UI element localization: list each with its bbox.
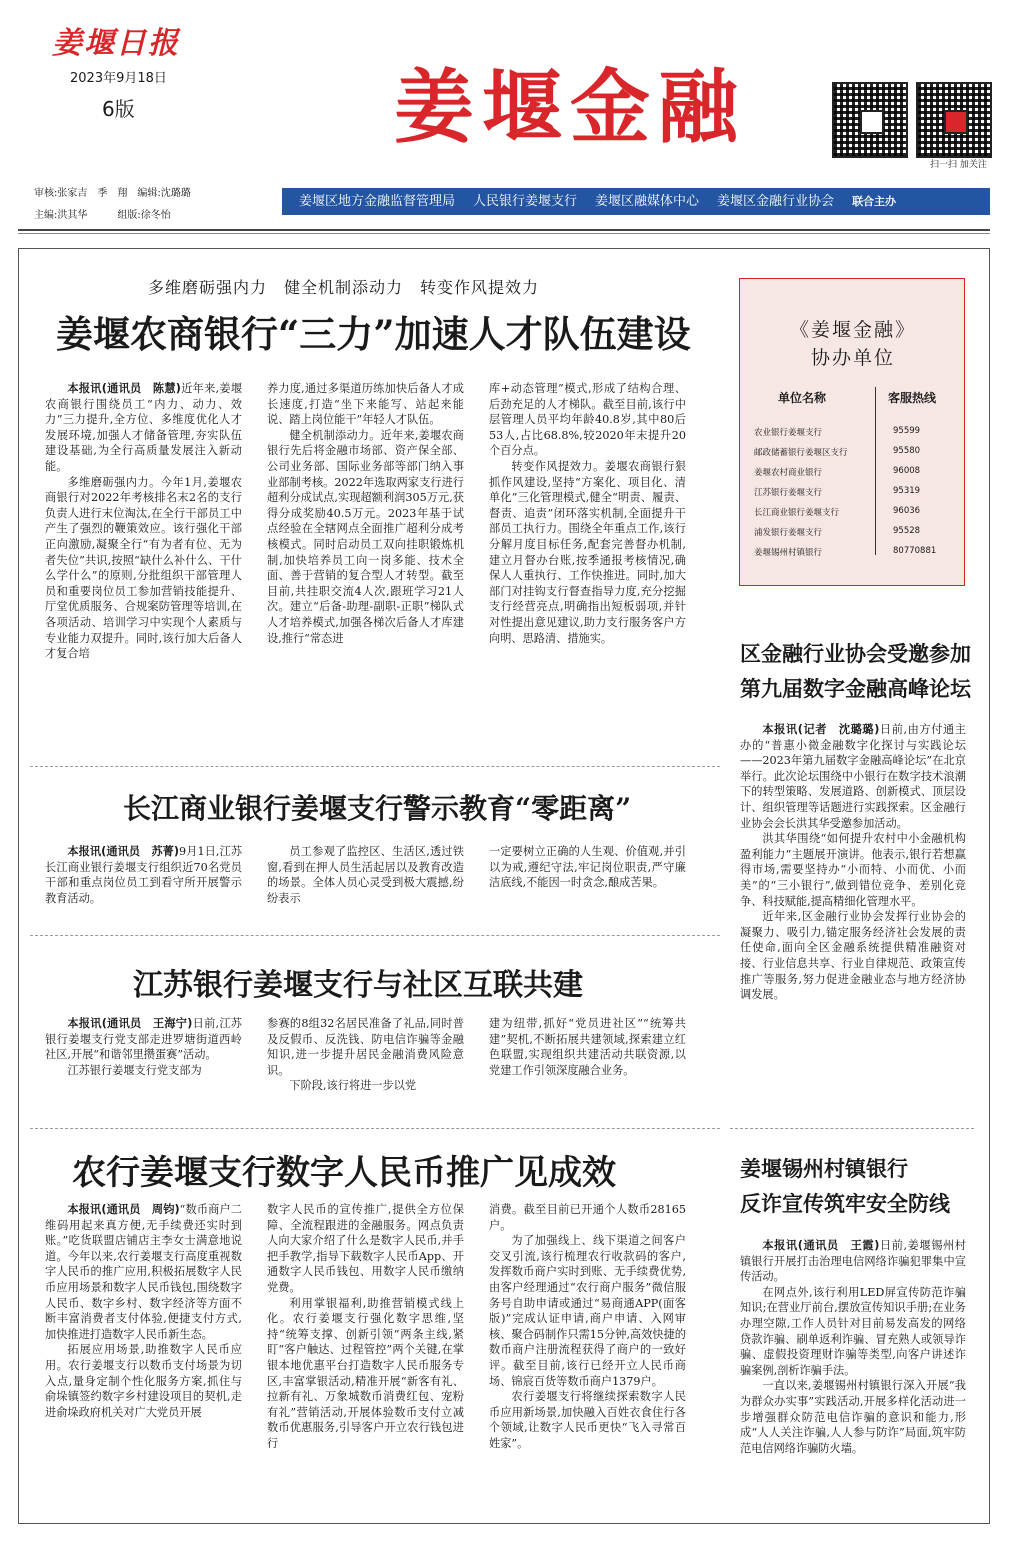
article-title: 农行姜堰支行数字人民币推广见成效 bbox=[72, 1153, 616, 1193]
article-column: 养力度,通过多渠道历练加快后备人才成长速度,打造“坐下来能写、站起来能说、踏上岗位能干”年轻人才队伍。 健全机制添动力。近年来,姜堰农商银行先后将金融市场部、资产保全部、公司业务部、国际业务部等部门纳入事业部制考核。2022年选取两家支行进行超利分成试点,实现超额利润305万元,获得分成奖励40.5万元。2023年基于试点经验在全辖网点全面推广超利分成考核模式。同时启动员工双向挂职锻炼机制,加快培养员工向一岗多能、技术全面、善于营销的复合型人才转型。截至目前,共挂职交流4人次,跟班学习21人次。建立“后备-助理-副职-正职”梯队式人才培养模式,加强各梯次后备人才库建设,推行“常态进 bbox=[267, 382, 464, 645]
article-byline: 本报讯(通讯员 苏菁) bbox=[67, 845, 180, 858]
host-item: 姜堰区地方金融监督管理局 bbox=[299, 194, 456, 209]
host-bar bbox=[282, 188, 990, 215]
org-name: 江苏银行姜堰支行 bbox=[754, 488, 823, 498]
article-title: 姜堰农商银行“三力”加速人才队伍建设 bbox=[56, 312, 691, 356]
editor-credits: 审核:张家吉 季 翔 编辑:沈璐璐 bbox=[34, 188, 191, 199]
org-name: 姜堰锡州村镇银行 bbox=[754, 548, 823, 558]
editor-credits: 主编:洪其华 组版:徐冬怡 bbox=[34, 210, 171, 221]
org-name: 姜堰农村商业银行 bbox=[754, 468, 823, 478]
section-title: 姜堰金融 bbox=[394, 61, 746, 154]
side-article-title: 区金融行业协会受邀参加 bbox=[740, 642, 971, 666]
article-byline: 本报讯(通讯员 陈慧) bbox=[67, 382, 181, 395]
org-name: 邮政储蓄银行姜堰区支行 bbox=[754, 448, 848, 458]
side-article-title: 反诈宣传筑牢安全防线 bbox=[740, 1192, 950, 1216]
org-phone: 80770881 bbox=[893, 546, 937, 556]
article-column: 库+动态管理”模式,形成了结构合理、后劲充足的人才梯队。截至目前,该行中层管理人员平均年龄40.8岁,其中80后53人,占比68.8%,较2020年末提升20个百分点。 转变作风提效力。姜堰农商银行狠抓作风建设,坚持“方案化、项目化、清单化”三化管理模式,健全“明责、履责、督责、追责”闭环落实机制,全面提升干部员工执行力。围绕全年重点工作,该行分解月度目标任务,配套完善督办机制,建立月督办台账,按季通报考核情况,确保人人重执行、工作快推进。同时,加大部门对挂钩支行督查指导力度,充分挖掘支行经营亮点,明确指出短板弱项,并针对性提出意见建议,助力支行服务客户方向明、思路清、措施实。 bbox=[489, 382, 686, 645]
article-column: 本报讯(通讯员 周钧)“数币商户二维码用起来真方便,无手续费还实时到账。”吃货联盟店铺店主李女士满意地说道。今年以来,农行姜堰支行高度重视数字人民币的推广应用,积极拓展数字人民币应用场景和数字人民币钱包,围绕数字人民币、数字乡村、数字经济等方面不断丰富消费者支付体验,便捷支付方式,加快推进打造数字人民币新生态。 拓展应用场景,助推数字人民币应用。农行姜堰支行以数币支付场景为切入点,量身定制个性化服务方案,抓住与俞垛镇签约数字乡村建设项目的契机,走进俞垛政府机关对广大党员开展 bbox=[45, 1203, 242, 1419]
co-organizer-box bbox=[739, 278, 965, 586]
divider bbox=[730, 1128, 974, 1129]
article-byline: 本报讯(记者 沈璐璐) bbox=[762, 723, 880, 736]
article-byline: 本报讯(通讯员 周钧) bbox=[67, 1203, 180, 1216]
host-item: 人民银行姜堰支行 bbox=[473, 194, 578, 209]
article-column: 本报讯(通讯员 王海宁)日前,江苏银行姜堰支行党支部走进罗塘街道西岭社区,开展“和谐邻里攒蛋赛”活动。 江苏银行姜堰支行党支部为 bbox=[45, 1017, 242, 1077]
article-byline: 本报讯(通讯员 王霞) bbox=[762, 1239, 880, 1252]
divider bbox=[30, 935, 720, 936]
article-title: 江苏银行姜堰支行与社区互联共建 bbox=[133, 968, 583, 1003]
org-name: 农业银行姜堰支行 bbox=[754, 428, 823, 438]
divider bbox=[18, 229, 990, 231]
column-header: 客服热线 bbox=[888, 391, 937, 405]
divider bbox=[30, 1128, 720, 1129]
article-title: 长江商业银行姜堰支行警示教育“零距离” bbox=[123, 792, 632, 825]
article-column: 员工参观了监控区、生活区,透过铁窗,看到在押人员生活起居以及教育改造的场景。全体人员心灵受到极大震撼,纷纷表示 bbox=[267, 845, 464, 905]
host-item: 姜堰区金融行业协会 bbox=[717, 194, 835, 209]
article-column: 一定要树立正确的人生观、价值观,并引以为戒,遵纪守法,牢记岗位职责,严守廉洁底线,不能因一时贪念,酿成苦果。 bbox=[489, 845, 686, 890]
article-column: 建为纽带,抓好“党员进社区”“统筹共建”契机,不断拓展共建领域,探索建立红色联盟,实现组织共建活动共联资源,以党建工作引领深度融合业务。 bbox=[489, 1017, 686, 1077]
divider bbox=[30, 766, 720, 767]
box-divider bbox=[875, 387, 876, 555]
divider bbox=[18, 233, 990, 234]
box-subtitle: 协办单位 bbox=[810, 347, 895, 369]
column-header: 单位名称 bbox=[778, 391, 827, 405]
article-column: 本报讯(通讯员 王霞)日前,姜堰锡州村镇银行开展打击治理电信网络诈骗犯罪集中宣传活动。 在网点外,该行利用LED屏宣传防范诈骗知识;在营业厅前台,摆放宣传知识手册;在业务办理空隙,工作人员针对目前易发高发的网络贷款诈骗、刷单返利诈骗、冒充熟人或领导诈骗、虚假投资理财诈骗等类型,向客户讲述诈骗案例,剖析诈骗手法。 一直以来,姜堰锡州村镇银行深入开展“我为群众办实事”实践活动,开展多样化活动进一步增强群众防范电信诈骗的意识和能力,形成“人人关注诈骗,人人参与防诈”局面,筑牢防范电信网络诈骗防火墙。 bbox=[740, 1239, 966, 1455]
article-column: 本报讯(通讯员 苏菁)9月1日,江苏长江商业银行姜堰支行组织近70名党员干部和重点岗位员工到看守所开展警示教育活动。 bbox=[45, 845, 242, 905]
org-phone: 95319 bbox=[893, 486, 921, 496]
org-phone: 96036 bbox=[893, 506, 921, 516]
side-article-title: 姜堰锡州村镇银行 bbox=[740, 1157, 908, 1181]
org-name: 浦发银行姜堰支行 bbox=[754, 528, 823, 538]
side-article-title: 第九届数字金融高峰论坛 bbox=[740, 677, 971, 701]
org-phone: 95580 bbox=[893, 446, 921, 456]
article-column: 本报讯(记者 沈璐璐)日前,由方付通主办的“普惠小微金融数字化探讨与实践论坛——2023年第九届数字金融高峰论坛”在北京举行。此次论坛围绕中小银行在数字技术浪潮下的转型策略、发展道路、创新模式、顶层设计、组织管理等话题进行实践探索。区金融行业协会会长洪其华受邀参加活动。 洪其华围绕“如何提升农村中小金融机构盈利能力”主题展开演讲。他表示,银行若想赢得市场,需要坚持办“小而特、小而优、小而美”的“三小银行”,做到错位竞争、差别化竞争、科技赋能,提高精细化管理水平。 近年来,区金融行业协会发挥行业协会的凝聚力、吸引力,锚定服务经济社会发展的责任使命,面向全区金融系统提供精准融资对接、行业信息共享、行业自律规范、政策宣传推广等服务,努力促进金融业态与地方经济协调发展。 bbox=[740, 723, 966, 1002]
host-suffix: 联合主办 bbox=[852, 195, 897, 208]
org-name: 长江商业银行姜堰支行 bbox=[754, 508, 840, 518]
org-phone: 96008 bbox=[893, 466, 921, 476]
article-column: 本报讯(通讯员 陈慧)近年来,姜堰农商银行围绕员工“内力、动力、效力”三力提升,全方位、多维度优化人才发展环境,加强人才储备管理,夯实队伍建设基础,为全行高质量发展注入新动能。 多维磨砺强内力。今年1月,姜堰农商银行对2022年考核排名末2名的支行负责人进行末位淘汰,在全行干部员工中产生了强烈的鞭策效应。该行强化干部正向激励,凝聚全行“有为者有位、无为者失位”共识,按照“缺什么补什么、干什么学什么”的原则,分批组织干部管理人员和重要岗位员工参加营销技能提升、厅堂优质服务、合规案防管理等培训,在各项活动、培训学习中实现个人素质与专业能力双提升。同时,该行加大后备人才复合培 bbox=[45, 382, 242, 661]
page-number: 6版 bbox=[102, 97, 135, 121]
org-phone: 95599 bbox=[893, 426, 921, 436]
article-kicker: 多维磨砺强内力 健全机制添动力 转变作风提效力 bbox=[148, 278, 540, 297]
qr-code-icon bbox=[832, 82, 908, 158]
article-column: 数字人民币的宣传推广,提供全方位保障、全流程跟进的金融服务。网点负责人向大家介绍了什么是数字人民币,并手把手教学,指导下载数字人民币App、开通数字人民币钱包、用数字人民币缴纳党费。 利用掌银福利,助推营销模式线上化。农行姜堰支行强化数字思维,坚持“统筹支撑、创新引领”两条主线,紧盯“客户触达、过程管控”两个关键,在掌银本地优惠平台打造数字人民币服务专区,丰富掌银活动,精准开展“新客有礼、拉新有礼、万象城数币消费红包、宠粉有礼”营销活动,开展体验数币支付立减数币优惠服务,引导客户开立农行钱包进行 bbox=[267, 1203, 464, 1450]
host-item: 姜堰区融媒体中心 bbox=[595, 194, 700, 209]
article-byline: 本报讯(通讯员 王海宁) bbox=[67, 1017, 193, 1030]
issue-date: 2023年9月18日 bbox=[70, 71, 167, 86]
article-column: 消费。截至目前已开通个人数币28165户。 为了加强线上、线下渠道之间客户交叉引流,该行梳理农行收款码的客户,发挥数币商户实时到账、无手续费优势,由客户经理通过“农行商户服务”微信服务号自助申请或通过“易商通APP(面客版)”完成认证申请,商户申请、入网审核、聚合码制作只需15分钟,高效快捷的数币商户注册流程获得了商户的一致好评。截至目前,该行已经开立人民币商场、锦宸百货等数币商户1379户。 农行姜堰支行将继续探索数字人民币应用新场景,加快融入百姓衣食住行各个领域,让数字人民币更快“飞入寻常百姓家”。 bbox=[489, 1203, 686, 1450]
qr-caption: 扫一扫 加关注 bbox=[930, 160, 987, 170]
newspaper-logo: 姜堰日报 bbox=[52, 26, 180, 61]
box-title: 《姜堰金融》 bbox=[789, 319, 916, 341]
qr-code-icon bbox=[916, 82, 992, 158]
org-phone: 95528 bbox=[893, 526, 921, 536]
article-column: 参赛的8组32名居民准备了礼品,同时普及反假币、反洗钱、防电信诈骗等金融知识,进一步提升居民金融消费风险意识。 下阶段,该行将进一步以党 bbox=[267, 1017, 464, 1093]
